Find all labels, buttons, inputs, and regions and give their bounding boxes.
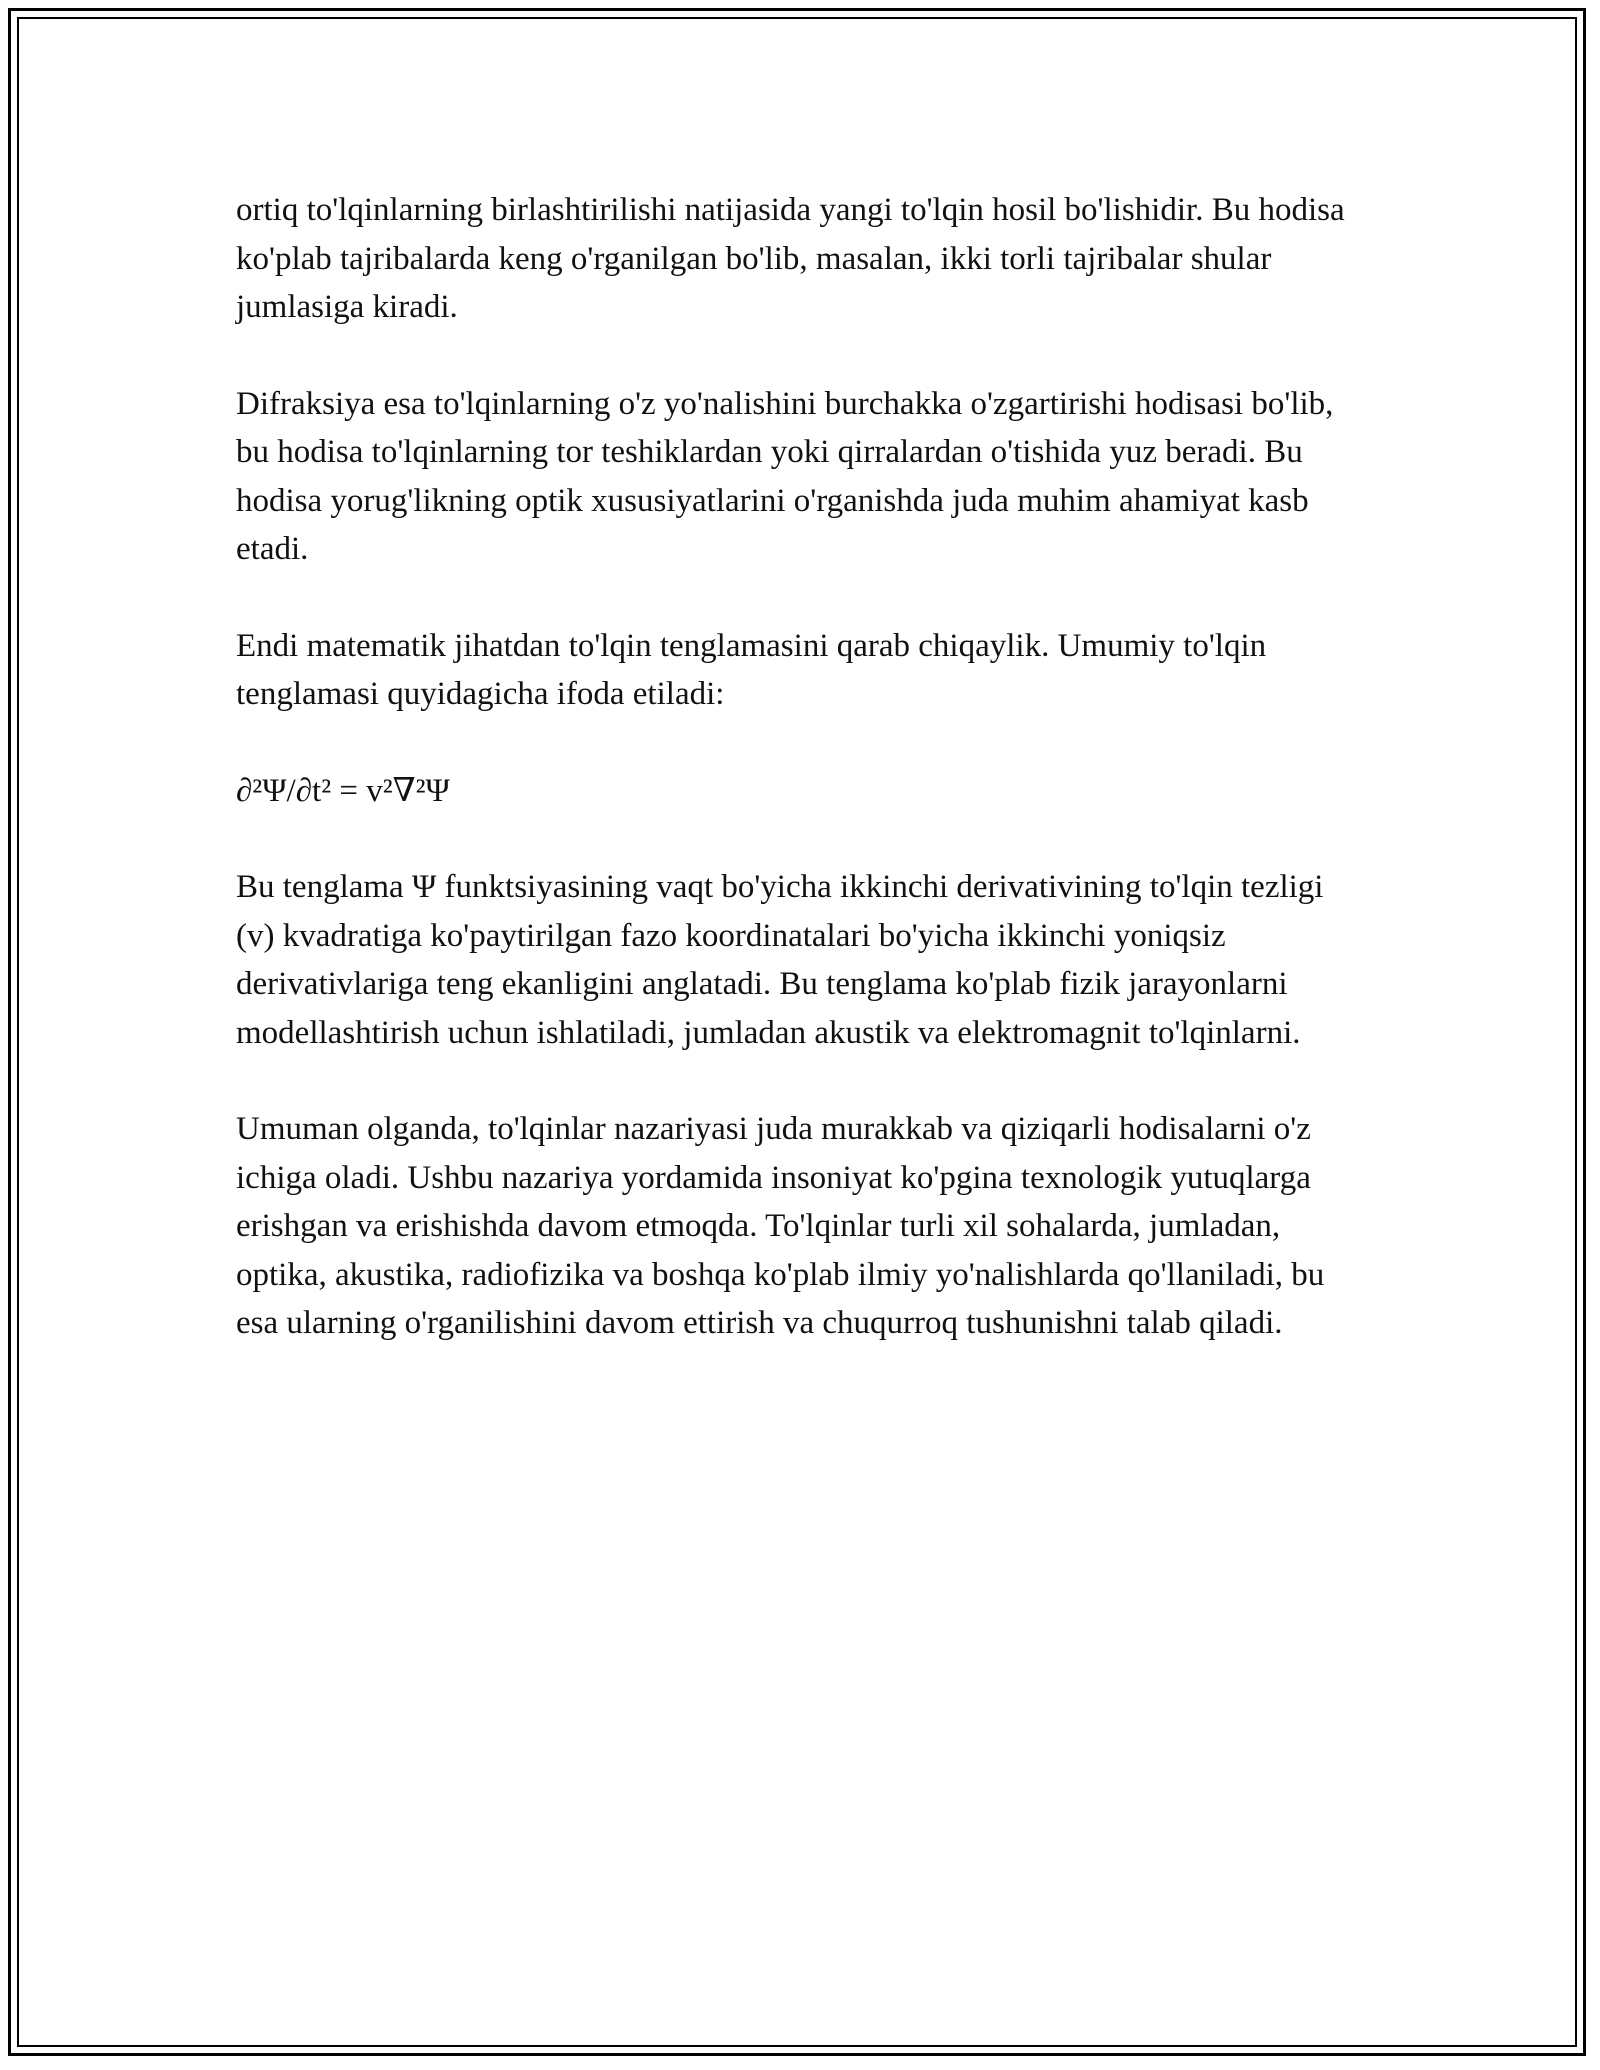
paragraph-diffraction: Difraksiya esa to'lqinlarning o'z yo'nalishini burchakka o'zgartirishi hodisasi bo'lib, bu hodisa to'lqinlarning tor teshiklardan yoki qirralardan o'tishida yuz beradi. Bu hodisa yorug'likning optik xususiyatlarini o'rganishda juda muhim ahamiyat kasb etadi. [236, 385, 1334, 567]
paragraph-conclusion: Umuman olganda, to'lqinlar nazariyasi juda murakkab va qiziqarli hodisalarni o'z ichiga oladi. Ushbu nazariya yordamida insoniyat ko'pgina texnologik yutuqlarga erishgan va erishishda davom etmoqda. To'lqinlar turli xil sohalarda, jumladan, optika, akustika, radiofizika va boshqa ko'plab ilmiy yo'nalishlarda qo'llaniladi, bu esa ularning o'rganilishini davom ettirish va chuqurroq tushunishni talab qiladi. [236, 1111, 1325, 1341]
paragraph-wave-equation-intro: Endi matematik jihatdan to'lqin tenglamasini qarab chiqaylik. Umumiy to'lqin tenglamasi quyidagicha ifoda etiladi: [236, 627, 1267, 712]
paragraph-equation-explanation: Bu tenglama Ψ funktsiyasining vaqt bo'yicha ikkinchi derivativining to'lqin tezligi (v) kvadratiga ko'paytirilgan fazo koordinatalari bo'yicha ikkinchi yoniqsiz derivativlariga teng ekanligini anglatadi. Bu tenglama ko'plab fizik jarayonlarni modellashtirish uchun ishlatiladi, jumladan akustik va elektromagnit to'lqinlarni. [236, 869, 1324, 1051]
wave-equation-formula: ∂²Ψ/∂t² = v²∇²Ψ [236, 772, 450, 809]
document-body [236, 186, 1366, 1396]
paragraph-interference: ortiq to'lqinlarning birlashtirilishi natijasida yangi to'lqin hosil bo'lishidir. Bu hodisa ko'plab tajribalarda keng o'rganilgan bo'lib, masalan, ikki torli tajribalar shular jumlasiga kiradi. [236, 192, 1345, 325]
